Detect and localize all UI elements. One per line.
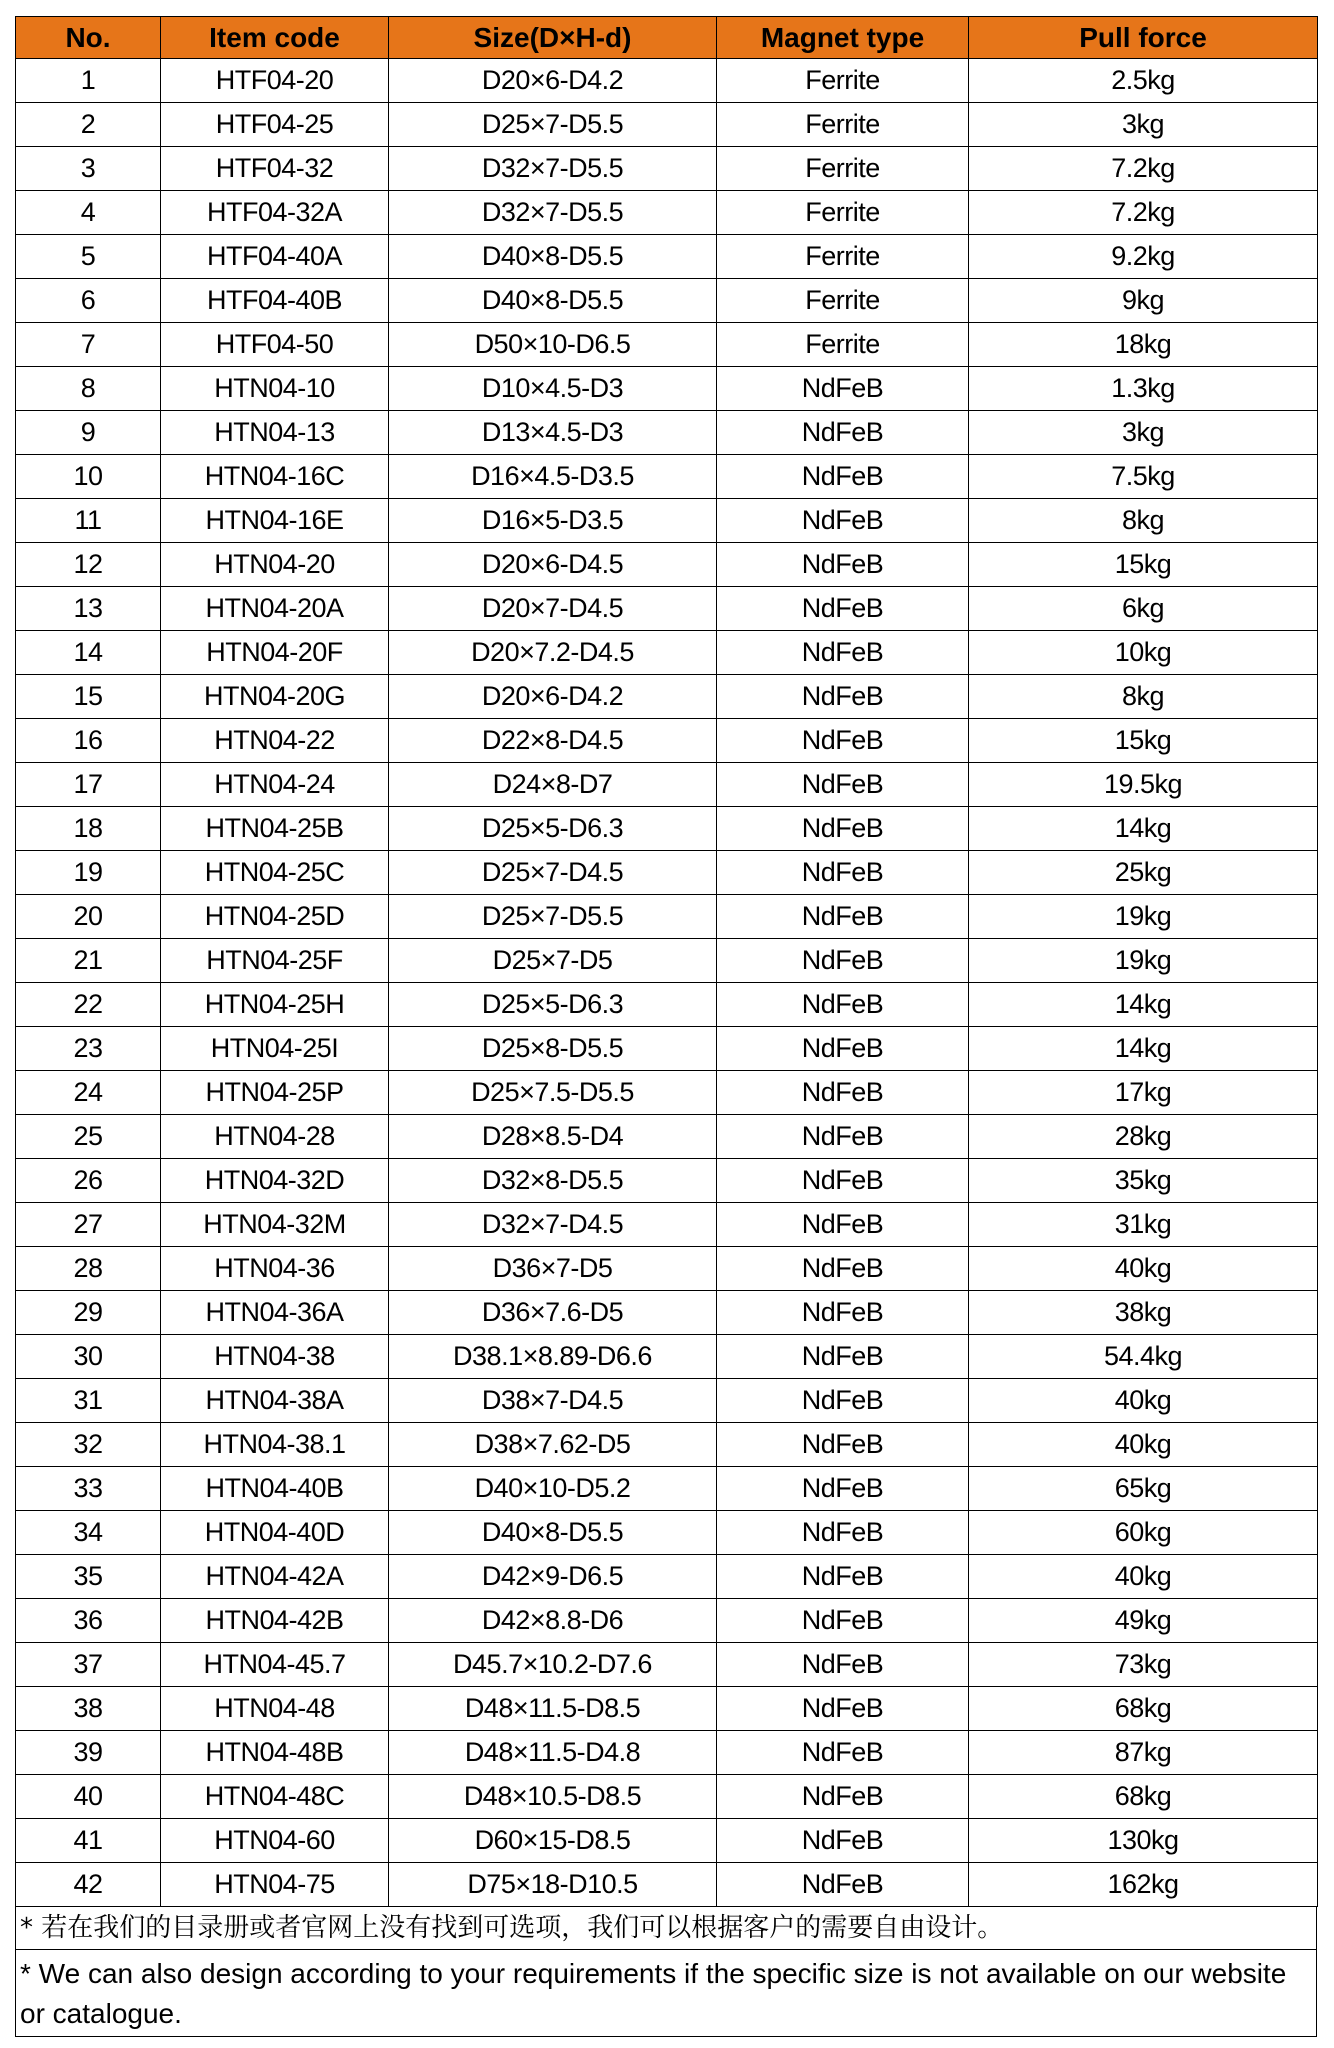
table-row: [16, 1247, 1318, 1291]
cell-magnet-type: NdFeB: [717, 499, 969, 543]
cell-no: 23: [16, 1027, 161, 1071]
cell-no: 6: [16, 279, 161, 323]
table-row: [16, 59, 1318, 103]
cell-item-code: HTN04-40B: [161, 1467, 389, 1511]
cell-item-code: HTN04-10: [161, 367, 389, 411]
cell-item-code: HTN04-25I: [161, 1027, 389, 1071]
cell-item-code: HTN04-28: [161, 1115, 389, 1159]
cell-item-code: HTN04-38A: [161, 1379, 389, 1423]
table-row: [16, 499, 1318, 543]
table-row: [16, 939, 1318, 983]
cell-item-code: HTN04-45.7: [161, 1643, 389, 1687]
cell-no: 1: [16, 59, 161, 103]
cell-pull-force: 40kg: [969, 1423, 1318, 1467]
cell-item-code: HTN04-60: [161, 1819, 389, 1863]
cell-pull-force: 14kg: [969, 807, 1318, 851]
note-english: * We can also design according to your requirements if the specific size is not available on our website or catalogue.: [20, 1958, 1287, 2029]
cell-item-code: HTN04-25P: [161, 1071, 389, 1115]
cell-magnet-type: NdFeB: [717, 983, 969, 1027]
cell-pull-force: 15kg: [969, 543, 1318, 587]
table-row: [16, 279, 1318, 323]
cell-pull-force: 14kg: [969, 1027, 1318, 1071]
table-row: [16, 1599, 1318, 1643]
cell-item-code: HTN04-40D: [161, 1511, 389, 1555]
header-size: Size(D×H-d): [389, 17, 717, 59]
cell-no: 41: [16, 1819, 161, 1863]
cell-size: D13×4.5-D3: [389, 411, 717, 455]
cell-size: D40×8-D5.5: [389, 1511, 717, 1555]
table-row: [16, 1423, 1318, 1467]
header-no: No.: [16, 17, 161, 59]
cell-magnet-type: NdFeB: [717, 851, 969, 895]
cell-magnet-type: Ferrite: [717, 103, 969, 147]
cell-size: D32×7-D4.5: [389, 1203, 717, 1247]
cell-magnet-type: NdFeB: [717, 543, 969, 587]
cell-pull-force: 8kg: [969, 499, 1318, 543]
cell-magnet-type: NdFeB: [717, 675, 969, 719]
table-row: [16, 1555, 1318, 1599]
table-row: [16, 191, 1318, 235]
cell-no: 36: [16, 1599, 161, 1643]
cell-magnet-type: NdFeB: [717, 411, 969, 455]
cell-pull-force: 49kg: [969, 1599, 1318, 1643]
cell-magnet-type: NdFeB: [717, 1291, 969, 1335]
header-magnet-type: Magnet type: [717, 17, 969, 59]
table-row: [16, 367, 1318, 411]
cell-pull-force: 8kg: [969, 675, 1318, 719]
table-row: [16, 1775, 1318, 1819]
cell-size: D20×7-D4.5: [389, 587, 717, 631]
cell-size: D20×7.2-D4.5: [389, 631, 717, 675]
notes-section: [15, 1907, 1317, 2037]
cell-pull-force: 10kg: [969, 631, 1318, 675]
cell-no: 32: [16, 1423, 161, 1467]
cell-size: D40×8-D5.5: [389, 235, 717, 279]
cell-size: D20×6-D4.2: [389, 59, 717, 103]
cell-no: 17: [16, 763, 161, 807]
cell-pull-force: 17kg: [969, 1071, 1318, 1115]
cell-magnet-type: NdFeB: [717, 1643, 969, 1687]
cell-no: 16: [16, 719, 161, 763]
table-row: [16, 103, 1318, 147]
cell-size: D10×4.5-D3: [389, 367, 717, 411]
cell-item-code: HTN04-24: [161, 763, 389, 807]
cell-no: 37: [16, 1643, 161, 1687]
table-row: [16, 1379, 1318, 1423]
cell-item-code: HTN04-16E: [161, 499, 389, 543]
cell-no: 10: [16, 455, 161, 499]
cell-size: D25×8-D5.5: [389, 1027, 717, 1071]
cell-magnet-type: NdFeB: [717, 1027, 969, 1071]
cell-pull-force: 130kg: [969, 1819, 1318, 1863]
cell-item-code: HTN04-75: [161, 1863, 389, 1907]
table-row: [16, 631, 1318, 675]
cell-pull-force: 3kg: [969, 411, 1318, 455]
header-row: [16, 17, 1318, 59]
cell-size: D25×7-D5.5: [389, 103, 717, 147]
cell-no: 35: [16, 1555, 161, 1599]
cell-magnet-type: NdFeB: [717, 1335, 969, 1379]
cell-item-code: HTF04-40B: [161, 279, 389, 323]
cell-no: 3: [16, 147, 161, 191]
cell-size: D48×11.5-D8.5: [389, 1687, 717, 1731]
cell-pull-force: 28kg: [969, 1115, 1318, 1159]
cell-no: 9: [16, 411, 161, 455]
cell-pull-force: 19kg: [969, 939, 1318, 983]
cell-size: D42×9-D6.5: [389, 1555, 717, 1599]
cell-magnet-type: NdFeB: [717, 631, 969, 675]
cell-pull-force: 68kg: [969, 1687, 1318, 1731]
cell-size: D38×7.62-D5: [389, 1423, 717, 1467]
cell-item-code: HTF04-32: [161, 147, 389, 191]
cell-magnet-type: NdFeB: [717, 1555, 969, 1599]
cell-no: 18: [16, 807, 161, 851]
cell-item-code: HTN04-48B: [161, 1731, 389, 1775]
note-chinese: * 若在我们的目录册或者官网上没有找到可选项，我们可以根据客户的需要自由设计。: [16, 1907, 1316, 1950]
cell-pull-force: 40kg: [969, 1379, 1318, 1423]
cell-pull-force: 9.2kg: [969, 235, 1318, 279]
cell-item-code: HTN04-36A: [161, 1291, 389, 1335]
cell-item-code: HTF04-20: [161, 59, 389, 103]
cell-item-code: HTN04-13: [161, 411, 389, 455]
cell-no: 21: [16, 939, 161, 983]
cell-magnet-type: NdFeB: [717, 1863, 969, 1907]
cell-pull-force: 1.3kg: [969, 367, 1318, 411]
cell-item-code: HTF04-32A: [161, 191, 389, 235]
cell-no: 7: [16, 323, 161, 367]
cell-pull-force: 35kg: [969, 1159, 1318, 1203]
cell-no: 25: [16, 1115, 161, 1159]
spec-sheet: [15, 16, 1317, 2037]
table-row: [16, 1159, 1318, 1203]
cell-size: D25×7-D5.5: [389, 895, 717, 939]
cell-item-code: HTN04-22: [161, 719, 389, 763]
cell-size: D38.1×8.89-D6.6: [389, 1335, 717, 1379]
cell-magnet-type: Ferrite: [717, 191, 969, 235]
table-row: [16, 1731, 1318, 1775]
cell-item-code: HTN04-42B: [161, 1599, 389, 1643]
cell-pull-force: 65kg: [969, 1467, 1318, 1511]
cell-no: 5: [16, 235, 161, 279]
cell-no: 20: [16, 895, 161, 939]
cell-pull-force: 19kg: [969, 895, 1318, 939]
cell-pull-force: 14kg: [969, 983, 1318, 1027]
cell-item-code: HTF04-40A: [161, 235, 389, 279]
cell-pull-force: 7.2kg: [969, 191, 1318, 235]
table-row: [16, 983, 1318, 1027]
cell-pull-force: 25kg: [969, 851, 1318, 895]
cell-magnet-type: NdFeB: [717, 1687, 969, 1731]
cell-size: D45.7×10.2-D7.6: [389, 1643, 717, 1687]
cell-magnet-type: NdFeB: [717, 1115, 969, 1159]
cell-pull-force: 7.2kg: [969, 147, 1318, 191]
cell-magnet-type: Ferrite: [717, 235, 969, 279]
cell-size: D25×5-D6.3: [389, 983, 717, 1027]
cell-item-code: HTN04-16C: [161, 455, 389, 499]
cell-magnet-type: Ferrite: [717, 147, 969, 191]
cell-no: 12: [16, 543, 161, 587]
cell-pull-force: 60kg: [969, 1511, 1318, 1555]
table-row: [16, 1643, 1318, 1687]
cell-item-code: HTN04-36: [161, 1247, 389, 1291]
cell-no: 14: [16, 631, 161, 675]
cell-item-code: HTN04-25C: [161, 851, 389, 895]
cell-size: D25×7-D4.5: [389, 851, 717, 895]
cell-size: D48×11.5-D4.8: [389, 1731, 717, 1775]
cell-size: D60×15-D8.5: [389, 1819, 717, 1863]
cell-item-code: HTN04-38: [161, 1335, 389, 1379]
cell-size: D75×18-D10.5: [389, 1863, 717, 1907]
cell-no: 30: [16, 1335, 161, 1379]
cell-magnet-type: NdFeB: [717, 763, 969, 807]
cell-pull-force: 18kg: [969, 323, 1318, 367]
cell-magnet-type: NdFeB: [717, 719, 969, 763]
table-row: [16, 763, 1318, 807]
table-row: [16, 1687, 1318, 1731]
table-row: [16, 1291, 1318, 1335]
cell-item-code: HTN04-20G: [161, 675, 389, 719]
cell-magnet-type: Ferrite: [717, 279, 969, 323]
cell-pull-force: 9kg: [969, 279, 1318, 323]
cell-pull-force: 3kg: [969, 103, 1318, 147]
table-row: [16, 1203, 1318, 1247]
table-row: [16, 675, 1318, 719]
cell-no: 34: [16, 1511, 161, 1555]
cell-pull-force: 40kg: [969, 1555, 1318, 1599]
table-row: [16, 323, 1318, 367]
cell-no: 33: [16, 1467, 161, 1511]
cell-no: 2: [16, 103, 161, 147]
cell-magnet-type: NdFeB: [717, 1247, 969, 1291]
cell-size: D40×10-D5.2: [389, 1467, 717, 1511]
cell-item-code: HTN04-25F: [161, 939, 389, 983]
cell-no: 38: [16, 1687, 161, 1731]
cell-size: D16×5-D3.5: [389, 499, 717, 543]
cell-magnet-type: NdFeB: [717, 455, 969, 499]
cell-size: D22×8-D4.5: [389, 719, 717, 763]
cell-magnet-type: NdFeB: [717, 939, 969, 983]
cell-item-code: HTN04-25B: [161, 807, 389, 851]
cell-item-code: HTN04-38.1: [161, 1423, 389, 1467]
table-body: [16, 59, 1318, 1907]
cell-item-code: HTN04-32M: [161, 1203, 389, 1247]
cell-no: 31: [16, 1379, 161, 1423]
cell-magnet-type: Ferrite: [717, 323, 969, 367]
cell-size: D36×7-D5: [389, 1247, 717, 1291]
cell-size: D25×5-D6.3: [389, 807, 717, 851]
cell-item-code: HTN04-42A: [161, 1555, 389, 1599]
table-row: [16, 895, 1318, 939]
table-row: [16, 1115, 1318, 1159]
cell-pull-force: 73kg: [969, 1643, 1318, 1687]
table-row: [16, 1071, 1318, 1115]
cell-no: 26: [16, 1159, 161, 1203]
cell-item-code: HTN04-48: [161, 1687, 389, 1731]
table-row: [16, 1819, 1318, 1863]
cell-item-code: HTN04-48C: [161, 1775, 389, 1819]
cell-pull-force: 38kg: [969, 1291, 1318, 1335]
cell-pull-force: 40kg: [969, 1247, 1318, 1291]
cell-magnet-type: NdFeB: [717, 587, 969, 631]
table-row: [16, 587, 1318, 631]
cell-item-code: HTF04-50: [161, 323, 389, 367]
cell-size: D32×8-D5.5: [389, 1159, 717, 1203]
cell-item-code: HTN04-20: [161, 543, 389, 587]
cell-no: 29: [16, 1291, 161, 1335]
cell-size: D50×10-D6.5: [389, 323, 717, 367]
cell-pull-force: 162kg: [969, 1863, 1318, 1907]
cell-pull-force: 2.5kg: [969, 59, 1318, 103]
cell-size: D32×7-D5.5: [389, 191, 717, 235]
cell-item-code: HTF04-25: [161, 103, 389, 147]
table-row: [16, 1863, 1318, 1907]
cell-no: 40: [16, 1775, 161, 1819]
header-item-code: Item code: [161, 17, 389, 59]
cell-magnet-type: NdFeB: [717, 1511, 969, 1555]
cell-no: 27: [16, 1203, 161, 1247]
table-row: [16, 719, 1318, 763]
cell-pull-force: 6kg: [969, 587, 1318, 631]
header-pull-force: Pull force: [969, 17, 1318, 59]
cell-size: D20×6-D4.2: [389, 675, 717, 719]
cell-no: 22: [16, 983, 161, 1027]
cell-size: D20×6-D4.5: [389, 543, 717, 587]
table-row: [16, 851, 1318, 895]
cell-size: D25×7-D5: [389, 939, 717, 983]
cell-size: D28×8.5-D4: [389, 1115, 717, 1159]
table-row: [16, 147, 1318, 191]
cell-size: D42×8.8-D6: [389, 1599, 717, 1643]
cell-pull-force: 31kg: [969, 1203, 1318, 1247]
cell-magnet-type: NdFeB: [717, 1599, 969, 1643]
table-row: [16, 1027, 1318, 1071]
cell-pull-force: 68kg: [969, 1775, 1318, 1819]
cell-magnet-type: NdFeB: [717, 367, 969, 411]
cell-no: 19: [16, 851, 161, 895]
magnet-spec-table: [15, 16, 1318, 1907]
cell-no: 15: [16, 675, 161, 719]
cell-item-code: HTN04-20F: [161, 631, 389, 675]
cell-magnet-type: Ferrite: [717, 59, 969, 103]
cell-magnet-type: NdFeB: [717, 1071, 969, 1115]
cell-size: D25×7.5-D5.5: [389, 1071, 717, 1115]
cell-no: 39: [16, 1731, 161, 1775]
cell-magnet-type: NdFeB: [717, 1203, 969, 1247]
cell-no: 42: [16, 1863, 161, 1907]
cell-size: D38×7-D4.5: [389, 1379, 717, 1423]
cell-size: D48×10.5-D8.5: [389, 1775, 717, 1819]
table-row: [16, 1335, 1318, 1379]
cell-pull-force: 54.4kg: [969, 1335, 1318, 1379]
cell-size: D36×7.6-D5: [389, 1291, 717, 1335]
cell-magnet-type: NdFeB: [717, 1731, 969, 1775]
cell-no: 4: [16, 191, 161, 235]
cell-magnet-type: NdFeB: [717, 1775, 969, 1819]
table-row: [16, 807, 1318, 851]
table-row: [16, 411, 1318, 455]
cell-magnet-type: NdFeB: [717, 807, 969, 851]
cell-pull-force: 87kg: [969, 1731, 1318, 1775]
table-row: [16, 1511, 1318, 1555]
cell-item-code: HTN04-25D: [161, 895, 389, 939]
cell-magnet-type: NdFeB: [717, 895, 969, 939]
table-row: [16, 543, 1318, 587]
cell-size: D32×7-D5.5: [389, 147, 717, 191]
cell-no: 8: [16, 367, 161, 411]
cell-size: D16×4.5-D3.5: [389, 455, 717, 499]
cell-item-code: HTN04-20A: [161, 587, 389, 631]
table-row: [16, 235, 1318, 279]
cell-item-code: HTN04-32D: [161, 1159, 389, 1203]
cell-no: 28: [16, 1247, 161, 1291]
cell-item-code: HTN04-25H: [161, 983, 389, 1027]
cell-size: D40×8-D5.5: [389, 279, 717, 323]
cell-pull-force: 19.5kg: [969, 763, 1318, 807]
table-row: [16, 1467, 1318, 1511]
cell-magnet-type: NdFeB: [717, 1819, 969, 1863]
cell-no: 24: [16, 1071, 161, 1115]
cell-pull-force: 15kg: [969, 719, 1318, 763]
cell-magnet-type: NdFeB: [717, 1423, 969, 1467]
cell-magnet-type: NdFeB: [717, 1159, 969, 1203]
cell-no: 11: [16, 499, 161, 543]
cell-pull-force: 7.5kg: [969, 455, 1318, 499]
cell-magnet-type: NdFeB: [717, 1379, 969, 1423]
table-row: [16, 455, 1318, 499]
cell-magnet-type: NdFeB: [717, 1467, 969, 1511]
cell-size: D24×8-D7: [389, 763, 717, 807]
cell-no: 13: [16, 587, 161, 631]
